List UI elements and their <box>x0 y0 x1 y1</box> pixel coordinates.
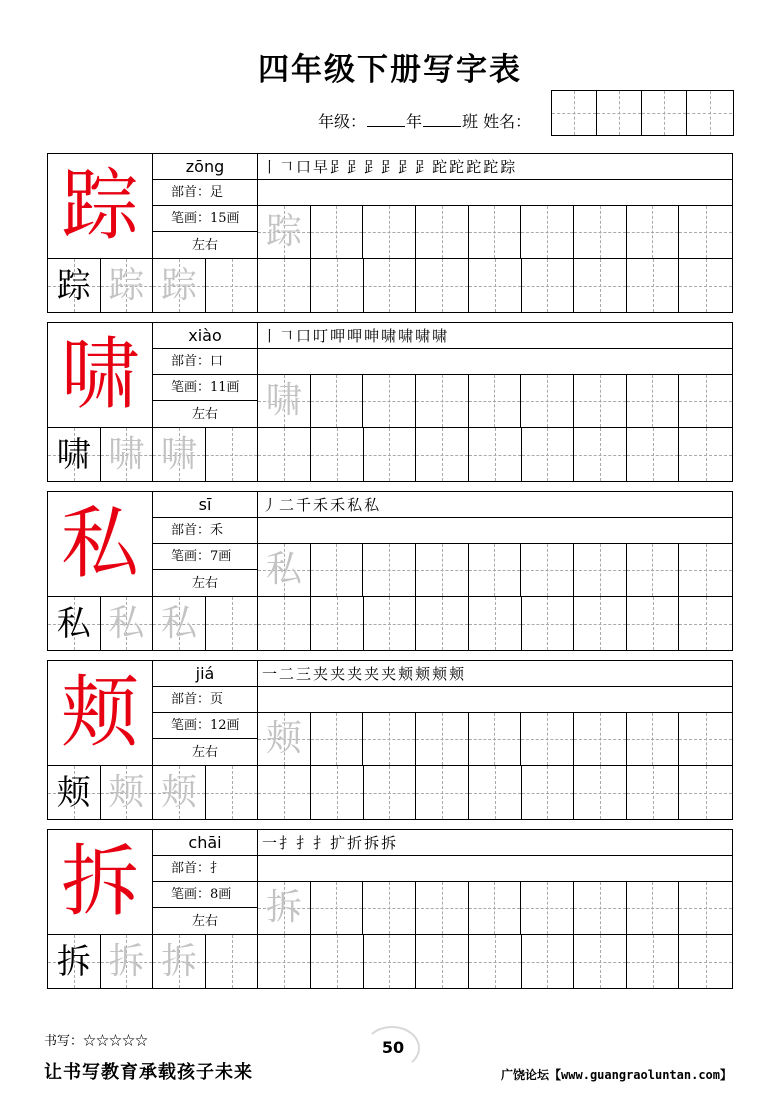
stroke-step: 啸 <box>381 327 397 345</box>
model-character: 颊 <box>48 661 153 766</box>
practice-cell[interactable] <box>574 206 627 258</box>
year-label: 年 <box>406 112 423 131</box>
practice-grid-lower <box>48 259 732 312</box>
radical: 部首：页 <box>153 687 258 712</box>
practice-cell[interactable] <box>469 259 522 312</box>
practice-cell[interactable] <box>153 259 206 312</box>
practice-cell[interactable] <box>522 428 575 481</box>
stroke-step: 夹 <box>313 665 329 683</box>
stroke-step: 折 <box>347 834 363 852</box>
practice-cell[interactable] <box>521 206 574 258</box>
stroke-step: 丨 <box>262 327 278 345</box>
model-character: 拆 <box>48 830 153 935</box>
practice-cell[interactable] <box>311 428 364 481</box>
practice-cell[interactable] <box>206 428 259 481</box>
practice-cell[interactable] <box>574 713 627 765</box>
sample-character: 踪 <box>56 265 91 306</box>
trace-character: 拆 <box>161 940 198 982</box>
practice-cell[interactable] <box>416 882 469 934</box>
structure: 左右 <box>153 908 258 935</box>
practice-cell[interactable] <box>521 375 574 427</box>
practice-cell[interactable] <box>364 428 417 481</box>
radical: 部首：禾 <box>153 518 258 543</box>
practice-cell[interactable] <box>48 766 101 819</box>
name-cell[interactable] <box>687 91 732 135</box>
trace-character: 私 <box>265 549 302 590</box>
radical: 部首：足 <box>153 180 258 205</box>
practice-cell[interactable] <box>416 935 469 988</box>
practice-cell[interactable] <box>363 882 416 934</box>
trace-character: 啸 <box>108 433 145 475</box>
stroke-order <box>258 154 732 180</box>
name-label: 姓名： <box>483 112 532 131</box>
stroke-step: 扩 <box>330 834 346 852</box>
stroke-step: 私 <box>364 496 380 514</box>
stroke-step: 夹 <box>364 665 380 683</box>
trace-character: 私 <box>161 602 198 644</box>
practice-cell[interactable] <box>206 259 259 312</box>
practice-cell[interactable] <box>48 597 101 650</box>
practice-cell[interactable] <box>416 597 469 650</box>
trace-character: 拆 <box>108 940 145 982</box>
name-cell[interactable] <box>552 91 597 135</box>
practice-cell[interactable] <box>153 766 206 819</box>
stroke-step: 啸 <box>415 327 431 345</box>
practice-cell[interactable] <box>153 428 206 481</box>
practice-cell[interactable] <box>416 206 469 258</box>
practice-grid-upper <box>258 882 732 935</box>
stroke-step: 丿 <box>262 496 278 514</box>
practice-cell[interactable] <box>627 597 680 650</box>
practice-cell[interactable] <box>574 597 627 650</box>
stroke-step: 扌 <box>279 834 295 852</box>
stroke-step: 叮 <box>313 327 329 345</box>
practice-cell[interactable] <box>363 375 416 427</box>
stroke-step: 颊 <box>449 665 465 683</box>
practice-cell[interactable] <box>101 259 154 312</box>
practice-cell[interactable] <box>521 882 574 934</box>
practice-cell[interactable] <box>363 206 416 258</box>
practice-cell[interactable] <box>679 882 732 934</box>
practice-cell[interactable] <box>206 597 259 650</box>
practice-cell[interactable] <box>627 935 680 988</box>
stroke-step: 呷 <box>347 327 363 345</box>
practice-grid-lower <box>48 766 732 819</box>
stroke-step: 拆 <box>364 834 380 852</box>
pinyin: xiào <box>153 323 258 349</box>
practice-cell[interactable] <box>311 259 364 312</box>
practice-cell[interactable] <box>416 713 469 765</box>
practice-cell[interactable] <box>258 597 311 650</box>
model-character: 啸 <box>48 323 153 428</box>
practice-cell[interactable] <box>627 713 680 765</box>
practice-cell[interactable] <box>258 766 311 819</box>
stroke-step: 跎 <box>449 158 465 176</box>
practice-cell[interactable] <box>679 935 732 988</box>
stroke-step: 夹 <box>330 665 346 683</box>
practice-cell[interactable] <box>574 766 627 819</box>
stroke-step: 𧾷 <box>347 158 363 176</box>
stroke-step: 禾 <box>330 496 346 514</box>
stroke-step: 丨 <box>262 158 278 176</box>
character-block <box>47 829 733 989</box>
stroke-step: 呻 <box>364 327 380 345</box>
practice-cell[interactable] <box>416 375 469 427</box>
stroke-step: 𧾷 <box>381 158 397 176</box>
practice-cell[interactable] <box>679 428 732 481</box>
practice-cell[interactable] <box>416 259 469 312</box>
trace-character: 颊 <box>108 771 145 813</box>
character-block <box>47 660 733 820</box>
structure: 左右 <box>153 401 258 428</box>
sample-character: 拆 <box>56 941 91 982</box>
practice-cell[interactable] <box>469 882 522 934</box>
practice-grid-upper <box>258 544 732 597</box>
practice-cell[interactable] <box>101 935 154 988</box>
practice-cell[interactable] <box>153 935 206 988</box>
practice-cell[interactable] <box>311 375 364 427</box>
practice-cell[interactable] <box>627 259 680 312</box>
practice-cell[interactable] <box>364 766 417 819</box>
practice-cell[interactable] <box>574 544 627 596</box>
practice-cell[interactable] <box>627 375 680 427</box>
practice-grid-lower <box>48 935 732 988</box>
sample-character: 啸 <box>56 434 91 475</box>
stroke-step: 早 <box>313 158 329 176</box>
practice-cell[interactable] <box>469 713 522 765</box>
trace-character: 踪 <box>161 264 198 306</box>
site-credit: 广饶论坛【www.guangraoluntan.com】 <box>501 1068 732 1082</box>
pinyin: chāi <box>153 830 258 856</box>
stroke-step: 禾 <box>313 496 329 514</box>
practice-cell[interactable] <box>364 935 417 988</box>
practice-cell[interactable] <box>469 935 522 988</box>
stroke-step: 二 <box>279 665 295 683</box>
practice-cell[interactable] <box>679 713 732 765</box>
stroke-step: 口 <box>296 158 312 176</box>
practice-cell[interactable] <box>311 597 364 650</box>
practice-cell[interactable] <box>258 375 311 427</box>
practice-cell[interactable] <box>469 375 522 427</box>
character-block <box>47 153 733 313</box>
stroke-count: 笔画：12画 <box>153 713 258 739</box>
practice-cell[interactable] <box>48 428 101 481</box>
practice-cell[interactable] <box>311 206 364 258</box>
practice-cell[interactable] <box>679 206 732 258</box>
practice-cell[interactable] <box>101 428 154 481</box>
practice-cell[interactable] <box>101 597 154 650</box>
name-box[interactable] <box>551 90 734 136</box>
stroke-step: 呷 <box>330 327 346 345</box>
practice-cell[interactable] <box>311 882 364 934</box>
practice-cell[interactable] <box>364 259 417 312</box>
practice-cell[interactable] <box>206 766 259 819</box>
practice-cell[interactable] <box>574 259 627 312</box>
student-info-line <box>318 109 531 132</box>
stroke-count: 笔画：8画 <box>153 882 258 908</box>
trace-character: 私 <box>108 602 145 644</box>
practice-cell[interactable] <box>416 428 469 481</box>
sample-character: 颊 <box>56 772 91 813</box>
name-cell[interactable] <box>597 91 642 135</box>
practice-cell[interactable] <box>469 544 522 596</box>
practice-cell[interactable] <box>258 206 311 258</box>
stroke-step: 跎 <box>483 158 499 176</box>
trace-character: 颊 <box>161 771 198 813</box>
practice-cell[interactable] <box>521 713 574 765</box>
practice-cell[interactable] <box>574 428 627 481</box>
practice-cell[interactable] <box>258 428 311 481</box>
practice-cell[interactable] <box>627 544 680 596</box>
model-character: 踪 <box>48 154 153 259</box>
blank-row <box>153 518 732 544</box>
blank-row <box>153 349 732 375</box>
practice-grid-lower <box>48 597 732 650</box>
stroke-step: 一 <box>262 834 278 852</box>
practice-cell[interactable] <box>153 597 206 650</box>
stroke-step: 𧾷 <box>398 158 414 176</box>
blank-row <box>153 180 732 206</box>
trace-character: 颊 <box>265 718 302 759</box>
stroke-order <box>258 830 732 856</box>
stroke-step: 啸 <box>398 327 414 345</box>
sample-character: 私 <box>56 603 91 644</box>
stroke-order <box>258 323 732 349</box>
grade-label: 年级： <box>318 112 367 131</box>
practice-cell[interactable] <box>574 375 627 427</box>
practice-cell[interactable] <box>679 544 732 596</box>
structure: 左右 <box>153 570 258 597</box>
practice-cell[interactable] <box>627 206 680 258</box>
stroke-step: 𠃍 <box>279 327 295 345</box>
practice-grid-upper <box>258 375 732 428</box>
practice-cell[interactable] <box>522 766 575 819</box>
practice-cell[interactable] <box>469 206 522 258</box>
character-block <box>47 322 733 482</box>
practice-cell[interactable] <box>363 713 416 765</box>
structure: 左右 <box>153 232 258 259</box>
practice-cell[interactable] <box>522 259 575 312</box>
rating: 书写：☆☆☆☆☆ <box>44 1034 149 1049</box>
structure: 左右 <box>153 739 258 766</box>
practice-cell[interactable] <box>522 597 575 650</box>
practice-cell[interactable] <box>521 544 574 596</box>
class-label: 班 <box>462 112 479 131</box>
stroke-step: 扌 <box>296 834 312 852</box>
stroke-step: 颊 <box>415 665 431 683</box>
stroke-step: 千 <box>296 496 312 514</box>
practice-cell[interactable] <box>679 597 732 650</box>
practice-grid-upper <box>258 206 732 259</box>
practice-cell[interactable] <box>627 428 680 481</box>
practice-grid-upper <box>258 713 732 766</box>
stroke-count: 笔画：7画 <box>153 544 258 570</box>
stroke-step: 颊 <box>432 665 448 683</box>
pinyin: sī <box>153 492 258 518</box>
stroke-step: 𠃍 <box>279 158 295 176</box>
practice-cell[interactable] <box>363 544 416 596</box>
practice-cell[interactable] <box>679 766 732 819</box>
practice-cell[interactable] <box>311 713 364 765</box>
blank-row <box>153 687 732 713</box>
trace-character: 啸 <box>265 380 302 421</box>
practice-cell[interactable] <box>574 882 627 934</box>
practice-cell[interactable] <box>574 935 627 988</box>
stroke-step: 踪 <box>500 158 516 176</box>
practice-cell[interactable] <box>48 259 101 312</box>
radical: 部首：口 <box>153 349 258 374</box>
stroke-step: 𧾷 <box>415 158 431 176</box>
slogan: 让书写教育承载孩子未来 <box>44 1062 253 1083</box>
practice-cell[interactable] <box>258 713 311 765</box>
practice-cell[interactable] <box>101 766 154 819</box>
practice-cell[interactable] <box>364 597 417 650</box>
practice-cell[interactable] <box>679 259 732 312</box>
practice-cell[interactable] <box>416 544 469 596</box>
practice-grid-lower <box>48 428 732 481</box>
stroke-step: 𧾷 <box>364 158 380 176</box>
practice-cell[interactable] <box>48 935 101 988</box>
practice-cell[interactable] <box>522 935 575 988</box>
stroke-order <box>258 492 732 518</box>
practice-cell[interactable] <box>679 375 732 427</box>
trace-character: 啸 <box>161 433 198 475</box>
stroke-count: 笔画：15画 <box>153 206 258 232</box>
stroke-step: 夹 <box>347 665 363 683</box>
practice-cell[interactable] <box>311 935 364 988</box>
class-blank[interactable] <box>423 112 461 127</box>
practice-cell[interactable] <box>258 882 311 934</box>
practice-cell[interactable] <box>627 766 680 819</box>
practice-cell[interactable] <box>416 766 469 819</box>
pinyin: jiá <box>153 661 258 687</box>
stroke-step: 夹 <box>381 665 397 683</box>
page-number: 50 <box>381 1038 405 1057</box>
name-cell[interactable] <box>642 91 687 135</box>
stroke-step: 二 <box>279 496 295 514</box>
trace-character: 拆 <box>265 887 302 928</box>
stroke-step: 口 <box>296 327 312 345</box>
stroke-order <box>258 661 732 687</box>
character-block <box>47 491 733 651</box>
practice-cell[interactable] <box>311 766 364 819</box>
radical: 部首：扌 <box>153 856 258 881</box>
stroke-count: 笔画：11画 <box>153 375 258 401</box>
grade-blank[interactable] <box>367 112 405 127</box>
stroke-step: 扌 <box>313 834 329 852</box>
practice-cell[interactable] <box>311 544 364 596</box>
model-character: 私 <box>48 492 153 597</box>
practice-cell[interactable] <box>258 935 311 988</box>
practice-cell[interactable] <box>206 935 259 988</box>
practice-cell[interactable] <box>258 259 311 312</box>
pinyin: zōng <box>153 154 258 180</box>
stroke-step: 跎 <box>466 158 482 176</box>
stroke-step: 私 <box>347 496 363 514</box>
practice-cell[interactable] <box>469 428 522 481</box>
practice-cell[interactable] <box>627 882 680 934</box>
trace-character: 踪 <box>108 264 145 306</box>
stroke-step: 𧾷 <box>330 158 346 176</box>
practice-cell[interactable] <box>469 766 522 819</box>
stroke-step: 拆 <box>381 834 397 852</box>
stroke-step: 一 <box>262 665 278 683</box>
blank-row <box>153 856 732 882</box>
stroke-step: 三 <box>296 665 312 683</box>
practice-cell[interactable] <box>469 597 522 650</box>
page-title: 四年级下册写字表 <box>258 52 522 88</box>
stroke-step: 啸 <box>432 327 448 345</box>
practice-cell[interactable] <box>258 544 311 596</box>
stroke-step: 跎 <box>432 158 448 176</box>
stroke-step: 颊 <box>398 665 414 683</box>
trace-character: 踪 <box>265 211 302 252</box>
